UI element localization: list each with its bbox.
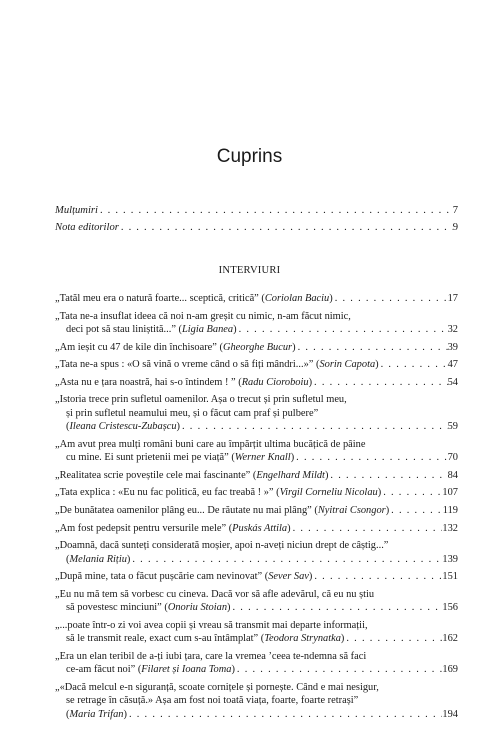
toc-entry-author: Ileana Cristescu-Zubașcu [69, 421, 177, 433]
toc-entry-text: cu mine. Ei sunt prietenii mei pe viață” ( [66, 452, 235, 464]
toc-entry[interactable] [55, 341, 458, 354]
dot-leader [291, 522, 443, 535]
page-title: Cuprins [216, 146, 283, 167]
toc-entry-author: Filaret și Ioana Toma [141, 664, 232, 676]
toc-page-number: 156 [442, 602, 458, 614]
toc-page-number: 17 [447, 293, 458, 304]
toc-entry-author: Nyitrai Csongor [317, 504, 386, 516]
toc-entry-text: ) [290, 452, 295, 464]
toc-entry-author: Radu Cioroboiu [241, 376, 309, 388]
toc-page-number: 162 [442, 633, 458, 645]
toc-entry-text: ) [385, 504, 390, 516]
toc-page-number: 107 [442, 487, 458, 499]
toc-entry-text: ) [308, 376, 313, 388]
toc-page-number: 132 [442, 522, 458, 534]
toc-entry-author: Puskás Attila [232, 522, 288, 534]
toc-entry-text: „«Dacă melcul e-n siguranță, scoate cornițele și pornește. Când e mai nesigur, [55, 681, 379, 693]
dot-leader [312, 570, 442, 583]
toc-entry-author: Melania Rițiu [69, 553, 127, 565]
toc-entry-text: „Am ieșit cu 47 de kile din închisoare” ( [55, 341, 223, 353]
toc-entry-text: ) [340, 633, 345, 645]
toc-entry-text: „De bunătatea oamenilor plâng eu... De răutate nu mai plâng” ( [55, 504, 318, 516]
dot-leader [294, 451, 447, 464]
toc-entry-text: să povestesc minciuni” ( [66, 602, 168, 614]
toc-entry[interactable] [55, 539, 458, 566]
dot-leader [127, 708, 442, 721]
toc-entry[interactable] [55, 358, 458, 371]
toc-entry[interactable] [55, 619, 458, 646]
dot-leader [344, 632, 442, 645]
toc-entry-title: Mulțumiri [55, 205, 98, 216]
dot-leader [312, 376, 448, 389]
toc-entry-author: Gheorghe Bucur [222, 341, 293, 353]
dot-leader [333, 292, 448, 305]
toc-entry-text: ce-am făcut noi” ( [66, 664, 142, 676]
toc-entry-text: „Tata explica : «Eu nu fac politică, eu fac treabă ! »” ( [55, 487, 280, 499]
toc-entry-text: „Era un elan teribil de a-ți iubi țara, care la vremea ’ceea te-ndemna să faci [55, 650, 367, 662]
toc-entry[interactable] [55, 486, 458, 499]
toc-entry-text: „Doamnă, dacă sunteți considerată moșier, apoi n-aveți niciun drept de câștig...” [55, 540, 389, 552]
toc-entry-text: ) [329, 293, 333, 304]
toc-entry-text: ) [176, 421, 181, 433]
toc-entry-text: ) [123, 708, 127, 720]
toc-entry-acknowledgements[interactable] [55, 205, 458, 222]
toc-entry-text: ) [292, 341, 296, 353]
toc-entry-text: ) [231, 664, 235, 676]
toc-entry-text: ( [66, 421, 70, 433]
toc-entry-author: Teodora Strynatka [264, 633, 341, 645]
toc-entry[interactable] [55, 292, 458, 305]
front-matter-list [55, 205, 458, 239]
toc-entry-author: Maria Trifan [69, 708, 124, 720]
dot-leader [231, 601, 443, 614]
toc-page-number: 32 [447, 324, 458, 335]
toc-entry-author: Onoriu Stoian [167, 602, 228, 614]
toc-page-number: 194 [442, 708, 458, 720]
toc-entry-text: ( [66, 708, 70, 720]
toc-page-number: 39 [447, 341, 458, 353]
toc-entry-text: și prin sufletul neamului meu, și o făcut cam praf și pulbere” [66, 407, 319, 419]
toc-entry-author: Coriolan Baciu [264, 293, 330, 304]
toc-entry-text: ) [126, 553, 131, 565]
toc-entry-text: „Asta nu e țara noastră, hai s-o întindem ! ” ( [55, 376, 242, 388]
toc-entry-author: Sorin Capota [319, 359, 376, 371]
toc-page-number: 70 [447, 452, 458, 464]
dot-leader [235, 663, 442, 676]
toc-entry-author: Sever Sav [268, 571, 309, 583]
toc-entry-text: „...poate într-o zi voi avea copii și vreau să transmit mai departe informații, [55, 619, 368, 631]
toc-page-number: 139 [442, 553, 458, 565]
dot-leader [389, 504, 443, 517]
toc-page-number: 84 [447, 469, 458, 481]
dot-leader [296, 341, 448, 354]
toc-page-number: 169 [442, 664, 458, 676]
toc-page-number: 59 [447, 421, 458, 433]
toc-entry-text: să le transmit reale, exact cum s-au întâmplat” ( [66, 633, 265, 645]
dot-leader [180, 420, 448, 433]
toc-entry[interactable] [55, 376, 458, 389]
toc-entry-text: „Tatăl meu era o natură foarte... sceptică, critică” ( [55, 293, 265, 304]
dot-leader [119, 222, 453, 233]
toc-entry-text: ) [324, 469, 329, 481]
toc-entry-text: „Realitatea scrie poveștile cele mai fascinante” ( [55, 469, 257, 481]
toc-entry-text: „Eu nu mă tem să vorbesc cu cineva. Dacă vor să afle adevărul, că eu nu știu [55, 588, 375, 600]
toc-entry-text: „După mine, tata o făcut pușcărie cam nevinovat” ( [55, 571, 269, 583]
dot-leader [381, 486, 442, 499]
toc-entry-text: „Tata ne-a insuflat ideea că noi n-am greșit cu nimic, n-am făcut nimic, [55, 310, 351, 322]
toc-page-number: 151 [442, 571, 458, 583]
dot-leader [328, 469, 447, 482]
dot-leader [98, 205, 453, 216]
toc-entry-text: ) [308, 571, 313, 583]
toc-entry[interactable] [55, 650, 458, 677]
toc-entry[interactable] [55, 522, 458, 535]
toc-entry[interactable] [55, 393, 458, 433]
toc-page-number: 54 [447, 376, 458, 388]
toc-entry-text: ) [227, 602, 231, 614]
toc-entry[interactable] [55, 469, 458, 482]
dot-leader [237, 323, 448, 336]
toc-entry-text: „Istoria trece prin sufletul oamenilor. Așa o trecut și prin sufletul meu, [55, 394, 347, 406]
toc-entry[interactable] [55, 681, 458, 721]
toc-entry-author: Engelhard Mildt [256, 469, 325, 481]
toc-entry-text: se retrage în căsuță.» Așa am fost noi toată viața, foarte, foarte retrași” [66, 695, 359, 707]
toc-entry-text: ) [287, 522, 291, 534]
toc-entry-text: ( [66, 553, 70, 565]
interview-list [55, 292, 458, 725]
toc-entry[interactable] [55, 438, 458, 465]
toc-entry-text: ) [377, 487, 382, 499]
toc-entry-author: Werner Knall [234, 452, 291, 464]
toc-page-number: 119 [442, 504, 458, 516]
toc-entry[interactable] [55, 588, 458, 615]
dot-leader [379, 358, 448, 371]
toc-entry[interactable] [55, 504, 458, 517]
toc-entry-author: Ligia Banea [182, 324, 234, 335]
dot-leader [130, 553, 442, 566]
section-heading: INTERVIURI [218, 265, 281, 276]
toc-entry-author: Virgil Corneliu Nicolau [279, 487, 378, 499]
toc-entry[interactable] [55, 310, 458, 337]
toc-entry-text: „Tata ne-a spus : «O să vină o vreme când o să fiți mândri...»” ( [55, 359, 320, 371]
toc-page-number: 7 [452, 205, 458, 216]
toc-entry-text: „Am fost pedepsit pentru versurile mele” ( [55, 522, 233, 534]
toc-page-number: 47 [447, 359, 458, 371]
toc-entry-text: ) [375, 359, 379, 371]
toc-entry[interactable] [55, 570, 458, 583]
toc-entry-editors-note[interactable] [55, 222, 458, 239]
toc-entry-title: Nota editorilor [55, 222, 119, 233]
toc-page-number: 9 [452, 222, 458, 233]
toc-entry-text: ) [233, 324, 237, 335]
toc-entry-text: „Am avut prea mulți români buni care au împărțit ultima bucățică de pâine [55, 438, 366, 450]
toc-entry-text: deci pot să stau liniștită...” ( [66, 324, 183, 335]
